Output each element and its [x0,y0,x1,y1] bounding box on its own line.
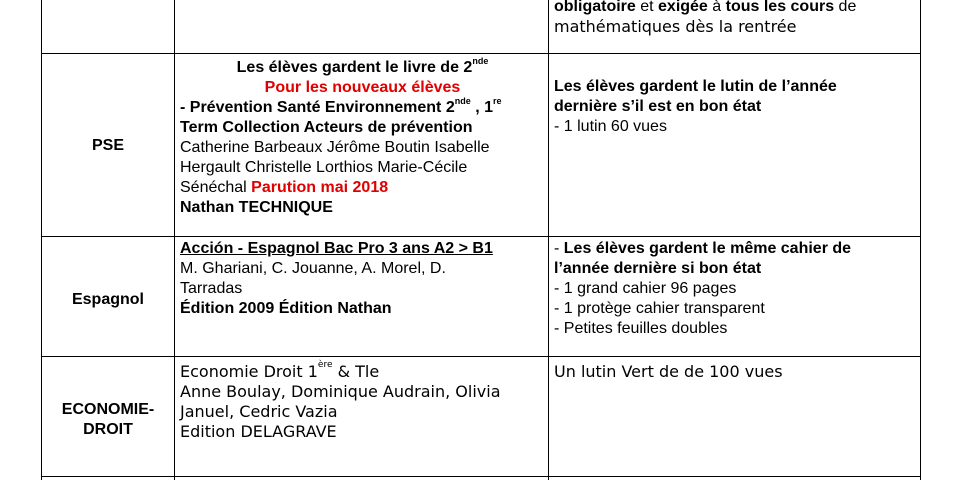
table-border-right [920,0,921,480]
economie-book-cell [180,362,501,442]
pse-book-collection: Term Collection Acteurs de prévention [180,119,473,136]
subject-economie-line1: ECONOMIE- [61,401,155,418]
subject-economie-droit [42,400,174,440]
espagnol-book-authors-2: Tarradas [180,280,243,297]
text-exigee: exigée [658,0,708,15]
economie-supplies-cell [554,362,783,382]
subject-pse: PSE [91,137,124,154]
espagnol-book-authors-1: M. Ghariani, C. Jouanne, A. Morel, D. [180,260,446,277]
top-row-supplies [554,0,856,37]
espagnol-supplies-line5: - Petites feuilles doubles [554,320,728,337]
pse-book-new-students: Pour les nouveaux élèves [264,79,461,96]
subject-economie-line2: DROIT [83,421,133,438]
pse-supplies-line2: dernière s’il est en bon état [554,98,762,115]
pse-book-authors-3: Sénéchal Parution mai 2018 [180,179,389,196]
pse-book-authors-1: Catherine Barbeaux Jérôme Boutin Isabelle [180,139,490,156]
text-obligatoire: obligatoire [554,0,636,15]
text-a: à [707,0,726,15]
espagnol-supplies-line2: l’année dernière si bon état [554,260,762,277]
row-divider-4 [41,476,921,477]
pse-publication-date: Parution mai 2018 [251,179,389,196]
espagnol-supplies-line3: - 1 grand cahier 96 pages [554,280,737,297]
economie-supplies-line1: Un lutin Vert de de 100 vues [554,362,783,381]
espagnol-book-title: Acción - Espagnol Bac Pro 3 ans A2 > B1 [180,240,493,257]
pse-book-title: - Prévention Santé Environnement 2nde , 1re [180,96,502,116]
text-de: de [834,0,857,15]
pse-book-line1: Les élèves gardent le livre de 2nde [236,56,489,76]
pse-book-cell [180,58,545,218]
economie-book-title: Economie Droit 1ère & Tle [180,360,380,381]
row-divider-1 [41,53,921,54]
espagnol-supplies-line4: - 1 protège cahier transparent [554,300,765,317]
pse-book-publisher: Nathan TECHNIQUE [180,199,333,216]
pse-supplies-line3: - 1 lutin 60 vues [554,118,667,135]
pse-book-authors-2: Hergault Christelle Lorthios Marie-Cécile [180,159,468,176]
text-et: et [635,0,659,15]
pse-supplies-cell [554,77,837,137]
table-border-col1 [174,0,175,480]
table-border-col2 [548,0,549,480]
espagnol-book-cell [180,239,493,319]
text-maths-rentree: mathématiques dès la rentrée [554,17,797,36]
text-tous-les-cours: tous les cours [725,0,835,15]
economie-book-authors-2: Januel, Cedric Vazia [180,402,338,421]
espagnol-supplies-cell [554,239,851,339]
row-divider-3 [41,356,921,357]
economie-book-edition: Edition DELAGRAVE [180,422,337,441]
espagnol-book-edition: Édition 2009 Édition Nathan [180,300,392,317]
espagnol-supplies-line1: - Les élèves gardent le même cahier de [554,240,852,257]
subject-espagnol: Espagnol [71,291,144,308]
pse-supplies-line1: Les élèves gardent le lutin de l’année [554,78,837,95]
row-divider-2 [41,236,921,237]
economie-book-authors-1: Anne Boulay, Dominique Audrain, Olivia [180,382,501,401]
